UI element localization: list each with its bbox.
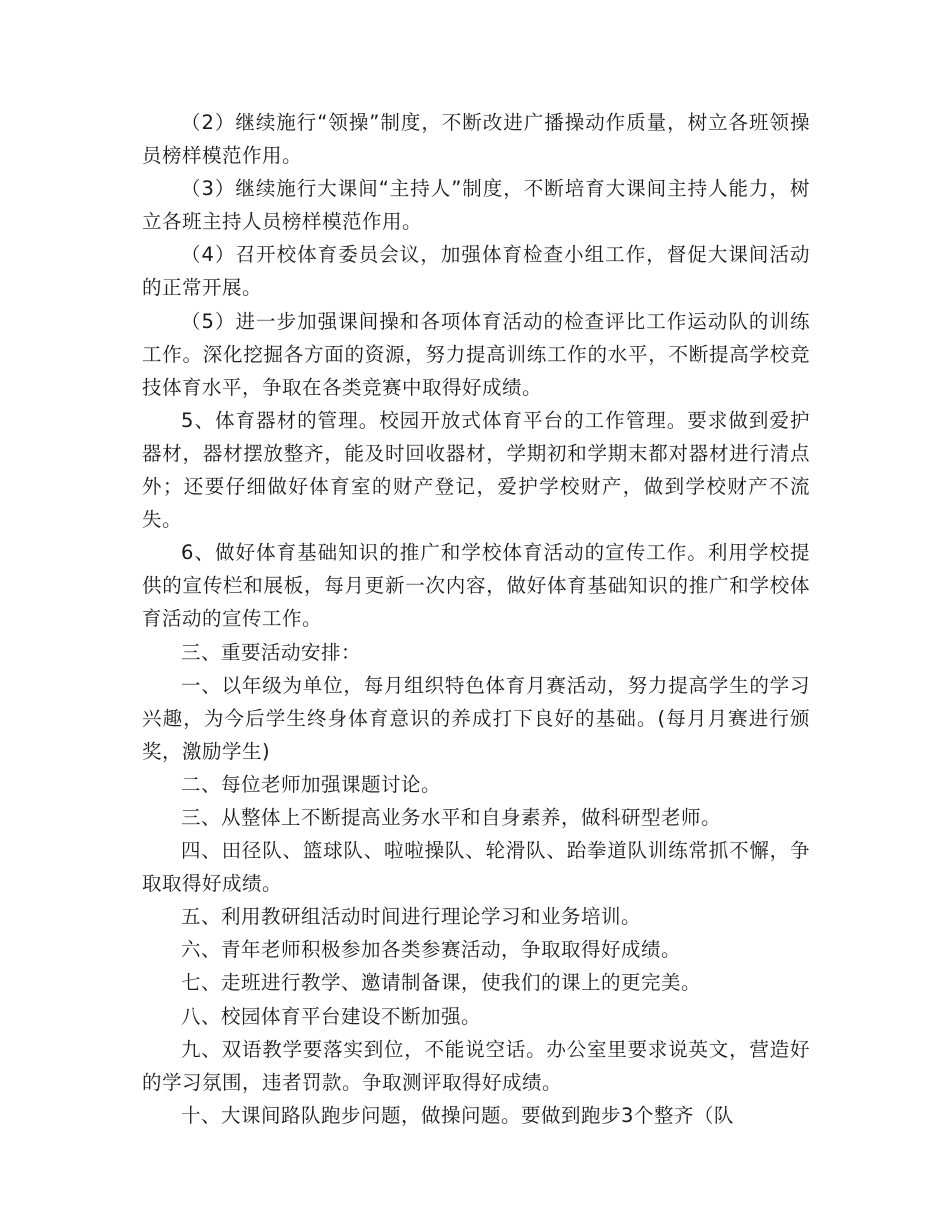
paragraph-promotion: 6、做好体育基础知识的推广和学校体育活动的宣传工作。利用学校提供的宣传栏和展板，每月更新一次内容，做好体育基础知识的推广和学校体育活动的宣传工作。 [142,541,810,631]
paragraph-committee-meeting: （4）召开校体育委员会议，加强体育检查小组工作，督促大课间活动的正常开展。 [142,243,810,300]
list-item-young-teachers: 六、青年老师积极参加各类参赛活动，争取取得好成绩。 [181,938,682,962]
paragraph-lead-operator: （2）继续施行“领操”制度，不断改进广播操动作质量，树立各班领操员榜样模范作用。 [142,111,810,168]
list-item-team-training: 四、田径队、篮球队、啦啦操队、轮滑队、跆拳道队训练常抓不懈，争取取得好成绩。 [142,839,810,896]
section-heading-activities: 三、重要活动安排： [181,640,362,664]
list-item-topic-discussion: 二、每位老师加强课题讨论。 [181,772,442,796]
document-body [142,106,810,1132]
paragraph-equipment-management: 5、体育器材的管理。校园开放式体育平台的工作管理。要求做到爱护器材，器材摆放整齐，能及时回收器材，学期初和学期末都对器材进行清点外；还要仔细做好体育室的财产登记，爱护学校财产，做到学校财产不流失。 [142,408,810,532]
list-item-running-drills: 十、大课间路队跑步问题，做操问题。要做到跑步3个整齐（队 [181,1103,734,1127]
list-item-theory-study: 五、利用教研组活动时间进行理论学习和业务培训。 [181,905,642,929]
list-item-platform-building: 八、校园体育平台建设不断加强。 [181,1004,482,1028]
paragraph-inspection-training: （5）进一步加强课间操和各项体育活动的检查评比工作运动队的训练工作。深化挖掘各方面的资源，努力提高训练工作的水平，不断提高学校竞技体育水平，争取在各类竞赛中取得好成绩。 [142,309,810,399]
list-item-monthly-contest: 一、以年级为单位，每月组织特色体育月赛活动，努力提高学生的学习兴趣，为今后学生终身体育意识的养成打下良好的基础。(每月月赛进行颁奖，激励学生) [142,673,810,763]
list-item-bilingual-teaching: 九、双语教学要落实到位，不能说空话。办公室里要求说英文，营造好的学习氛围，违者罚款。争取测评取得好成绩。 [142,1037,810,1094]
list-item-professional-level: 三、从整体上不断提高业务水平和自身素养，做科研型老师。 [181,805,722,829]
paragraph-host-system: （3）继续施行大课间“主持人”制度，不断培育大课间主持人能力，树立各班主持人员榜样模范作用。 [142,177,810,234]
list-item-class-rotation: 七、走班进行教学、邀请制备课，使我们的课上的更完美。 [181,971,702,995]
